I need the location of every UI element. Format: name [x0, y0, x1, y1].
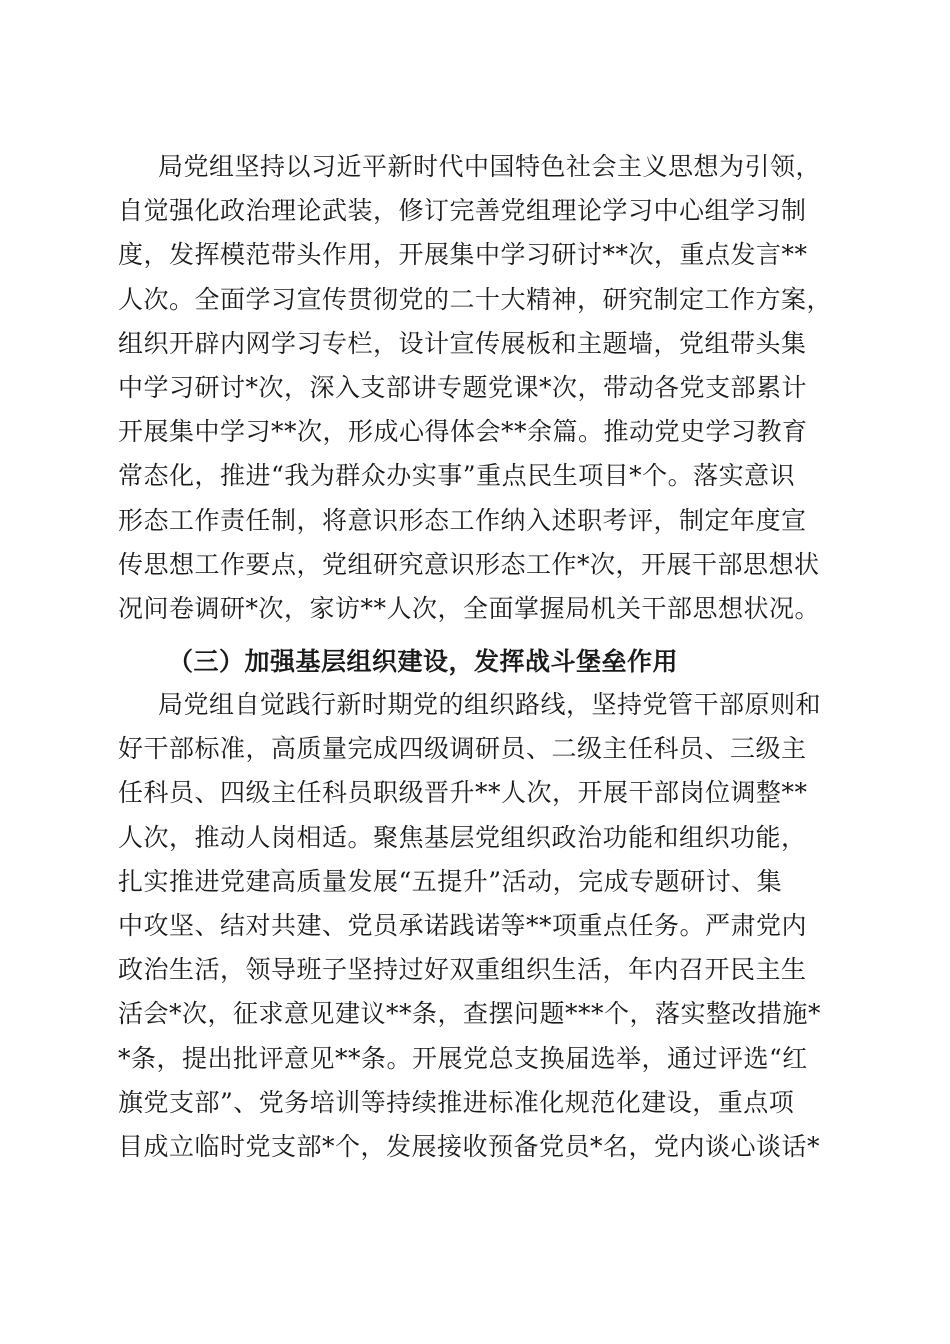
section-heading: [118, 640, 833, 684]
paragraph-line: 形态工作责任制，将意识形态工作纳入述职考评，制定年度宣: [118, 505, 807, 535]
paragraph-line: 政治生活，领导班子坚持过好双重组织生活，年内召开民主生: [118, 955, 807, 985]
paragraph-line: 旗党支部”、党务培训等持续推进标准化规范化建设，重点项: [118, 1087, 795, 1117]
paragraph-line: 组织开辟内网学习专栏，设计宣传展板和主题墙，党组带头集: [118, 328, 807, 358]
paragraph-line: 人次。全面学习宣传贯彻党的二十大精神，研究制定工作方案，: [118, 284, 833, 314]
paragraph-line: 开展集中学习**次，形成心得体会**余篇。推动党史学习教育: [118, 417, 808, 447]
paragraph-line: 人次，推动人岗相适。聚焦基层党组织政治功能和组织功能，: [118, 822, 807, 852]
paragraph-line: 度，发挥模范带头作用，开展集中学习研讨**次，重点发言**: [118, 240, 808, 270]
paragraph-line: 好干部标准，高质量完成四级调研员、二级主任科员、三级主: [118, 734, 807, 764]
paragraph-line: 中攻坚、结对共建、党员承诺践诺等**项重点任务。严肃党内: [118, 910, 808, 940]
paragraph-line: 局党组坚持以习近平新时代中国特色社会主义思想为引领，: [158, 152, 822, 181]
paragraph-line: 中学习研讨*次，深入支部讲专题党课*次，带动各党支部累计: [118, 372, 808, 402]
section-heading-text: （三）加强基层组织建设，发挥战斗堡垒作用: [168, 647, 679, 676]
paragraph-line: 扎实推进党建高质量发展“五提升”活动，完成专题研讨、集: [118, 866, 783, 896]
paragraph-line: 自觉强化政治理论武装，修订完善党组理论学习中心组学习制: [118, 196, 807, 226]
paragraph-line: 况问卷调研*次，家访**人次，全面掌握局机关干部思想状况。: [118, 593, 821, 623]
paragraph-line: *条，提出批评意见**条。开展党总支换届选举，通过评选“红: [118, 1043, 808, 1073]
paragraph-line: 活会*次，征求意见建议**条，查摆问题***个，落实整改措施*: [118, 999, 822, 1029]
paragraph-line: 传思想工作要点，党组研究意识形态工作*次，开展干部思想状: [118, 549, 820, 579]
paragraph-line: 任科员、四级主任科员职级晋升**人次，开展干部岗位调整**: [118, 778, 808, 808]
paragraph-line: 局党组自觉践行新时期党的组织路线，坚持党管干部原则和: [158, 690, 822, 719]
paragraph-line: 常态化，推进“我为群众办实事”重点民生项目*个。落实意识: [118, 461, 796, 491]
paragraph-line: 目成立临时党支部*个，发展接收预备党员*名，党内谈心谈话*: [118, 1131, 821, 1161]
paragraph-ideological-study: [118, 145, 833, 631]
paragraph-grassroots-organization: [118, 683, 833, 1169]
